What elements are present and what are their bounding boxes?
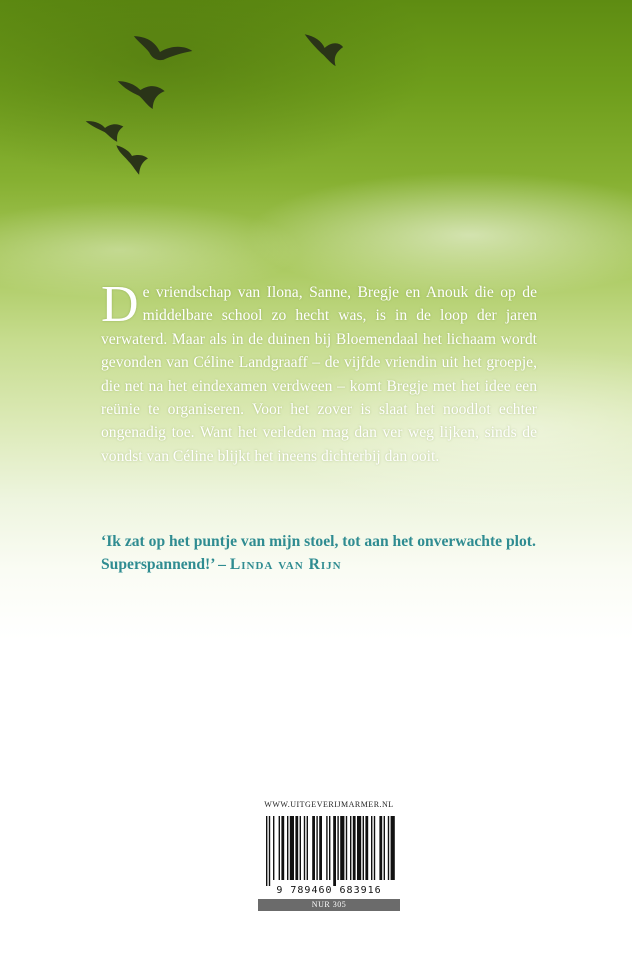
barcode-bar — [350, 816, 351, 880]
barcode-bar — [333, 816, 336, 886]
quote-author: Linda van Rijn — [229, 556, 342, 574]
isbn-barcode — [258, 812, 400, 898]
review-quote — [101, 530, 581, 577]
barcode-bar — [326, 816, 327, 880]
publisher-website: WWW.UITGEVERIJMARMER.NL — [264, 800, 394, 809]
barcode-bar — [337, 816, 338, 880]
barcode-bar — [316, 816, 317, 880]
drop-cap: D — [101, 276, 139, 333]
barcode-bar — [300, 816, 301, 880]
barcode-bars — [258, 812, 400, 886]
blurb-text — [101, 276, 537, 468]
barcode-bar — [269, 816, 270, 886]
barcode-bar — [379, 816, 382, 880]
bird-4 — [84, 120, 124, 142]
barcode-bar — [329, 816, 330, 880]
quote-text: ‘Ik zat op het puntje van mijn stoel, tot aan het onverwachte plot. Superspannend!’ – — [101, 533, 536, 574]
barcode-bar — [346, 816, 347, 880]
nur-code: NUR 305 — [258, 899, 400, 911]
barcode-bar — [295, 816, 298, 880]
bird-3 — [114, 79, 166, 111]
barcode-bar — [353, 816, 356, 880]
barcode-bar — [365, 816, 368, 880]
blurb-body: e vriendschap van Ilona, Sanne, Bregje en Anouk die op de middelbare school zo hecht was, is in de loop der jaren verwaterd. Maar als in de duinen bij Bloemendaal het lichaam wordt gevonden van Céline Landgraaff – de vijfde vriendin uit het groepje, die net na het eindexamen verdween – komt Bregje met het idee een reünie te organiseren. Voor het zover is slaat het noodlot echter ongenadig toe. Want het verleden mag dan ver weg lijken, sinds de vondst van Céline blijkt het ineens dichterbij dan ooit. — [101, 284, 537, 465]
barcode-bar — [279, 816, 280, 880]
barcode-bar — [340, 816, 344, 880]
barcode-bar — [307, 816, 308, 880]
barcode-bar — [266, 816, 267, 886]
barcode-bar — [281, 816, 284, 880]
barcode-bar — [290, 816, 294, 880]
barcode-bar — [384, 816, 385, 880]
barcode-bar — [319, 816, 322, 880]
barcode-bar — [388, 816, 389, 880]
barcode-bar — [363, 816, 364, 880]
barcode-bar — [304, 816, 305, 880]
barcode-bar — [273, 816, 274, 880]
bird-1 — [129, 30, 193, 70]
barcode-bar — [374, 816, 375, 880]
bird-5 — [110, 145, 149, 176]
bird-2 — [300, 34, 344, 67]
barcode-bar — [391, 816, 395, 880]
barcode-bar — [357, 816, 361, 880]
birds-illustration — [0, 0, 632, 200]
barcode-bar — [287, 816, 288, 880]
barcode-bar — [371, 816, 372, 880]
isbn-digits: 9 789460 683916 — [276, 885, 382, 896]
barcode-bar — [312, 816, 315, 880]
